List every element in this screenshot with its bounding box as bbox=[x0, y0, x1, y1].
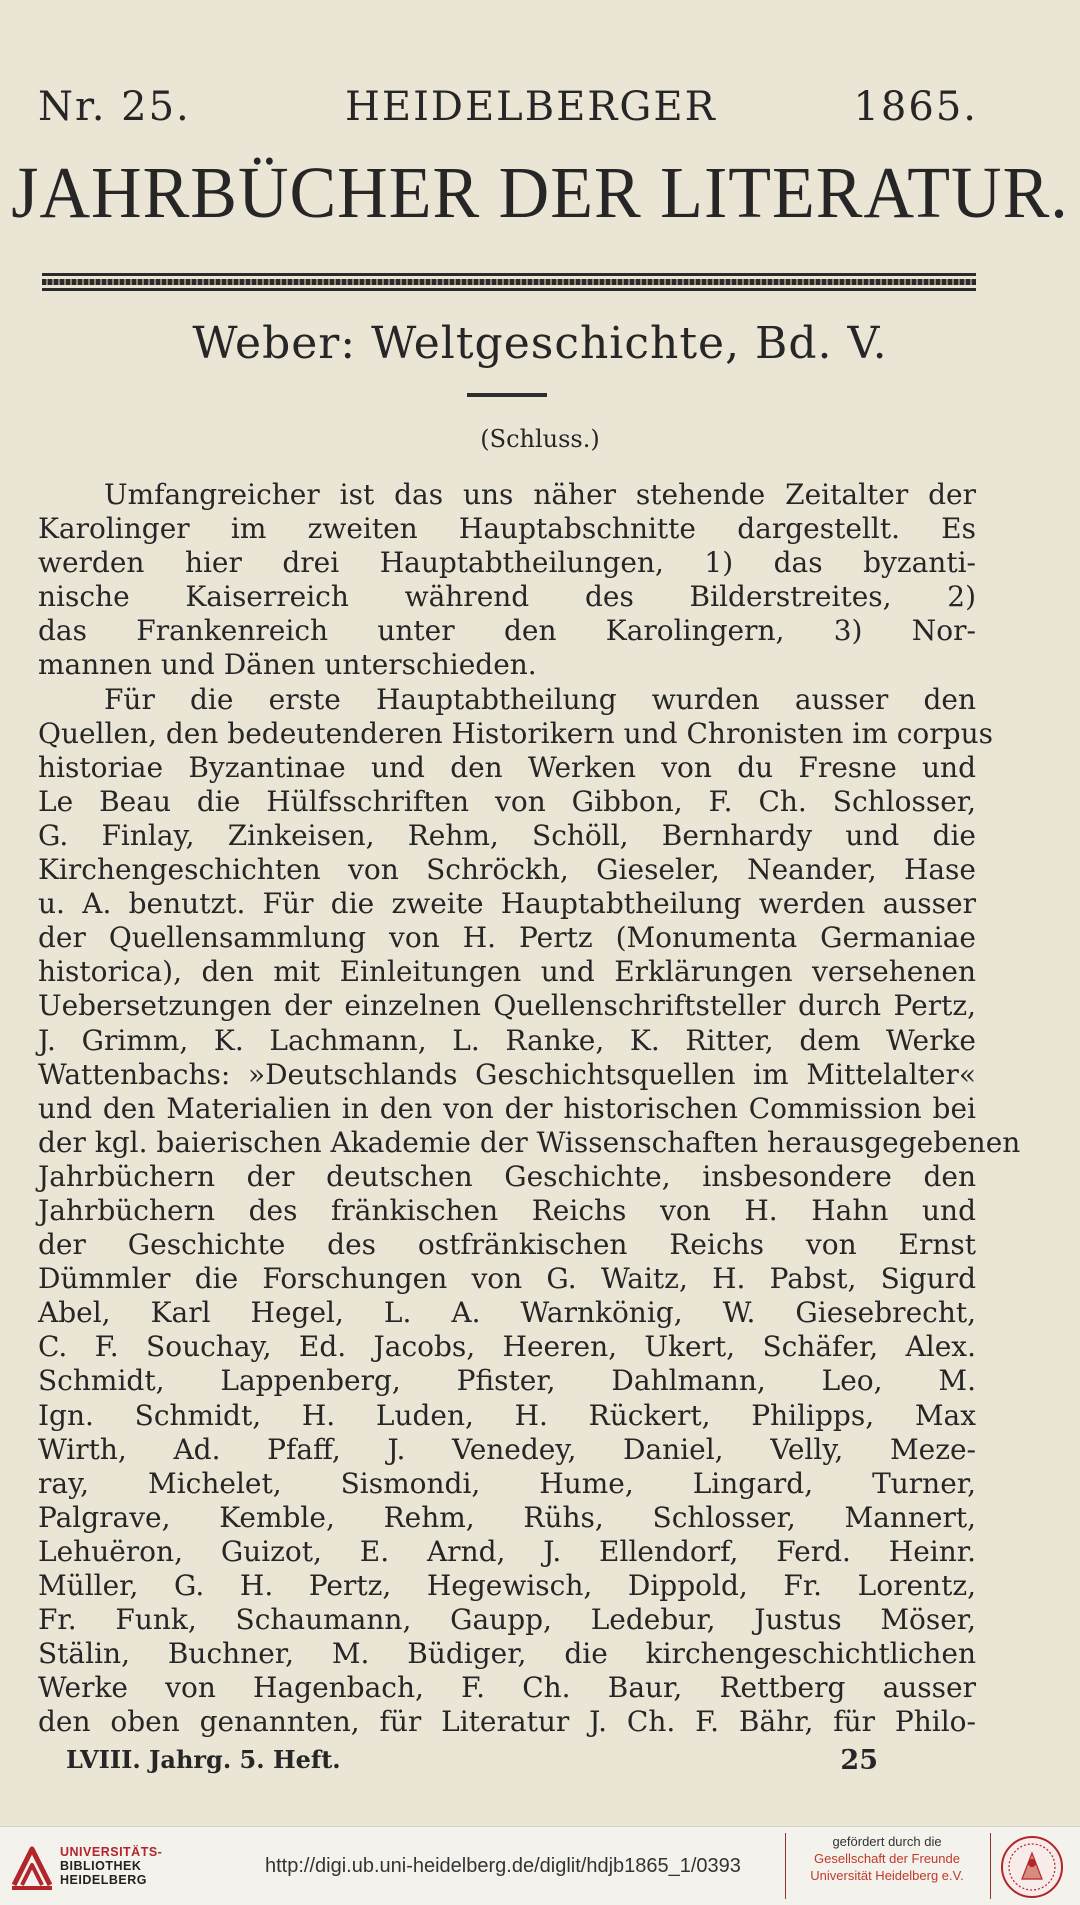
permalink[interactable]: http://digi.ub.uni-heidelberg.de/diglit/hdjb1865_1/0393 bbox=[265, 1855, 741, 1877]
text-line: mannen und Dänen unterschieden. bbox=[38, 648, 537, 682]
header-rule-bottom bbox=[42, 288, 976, 291]
title-divider bbox=[467, 393, 547, 397]
text-line: Werke von Hagenbach, F. Ch. Baur, Rettberg ausser bbox=[38, 1671, 976, 1705]
university-seal-icon bbox=[1000, 1835, 1064, 1899]
library-logo-icon bbox=[8, 1841, 56, 1893]
header-rule-ornament bbox=[42, 279, 976, 285]
text-line: der kgl. baierischen Akademie der Wissenschaften herausgegebenen bbox=[38, 1125, 1021, 1159]
divider bbox=[990, 1833, 991, 1899]
page-number: 25 bbox=[840, 1745, 878, 1776]
text-line: Le Beau die Hülfsschriften von Gibbon, F. Ch. Schlosser, bbox=[38, 784, 976, 818]
article-title: Weber: Weltgeschichte, Bd. V. bbox=[192, 318, 888, 369]
text-line: der Quellensammlung von H. Pertz (Monumenta Germaniae bbox=[38, 921, 976, 955]
text-line: Müller, G. H. Pertz, Hegewisch, Dippold, Fr. Lorentz, bbox=[38, 1569, 976, 1602]
text-line: das Frankenreich unter den Karolingern, 3) Nor- bbox=[38, 614, 976, 648]
page-footer bbox=[38, 1745, 878, 1779]
library-name-line: HEIDELBERG bbox=[60, 1873, 147, 1887]
header-rule-top bbox=[42, 273, 976, 276]
text-line: der Geschichte des ostfränkischen Reichs von Ernst bbox=[38, 1228, 976, 1262]
text-line: historica), den mit Einleitungen und Erklärungen versehenen bbox=[38, 955, 976, 989]
library-name-line: UNIVERSITÄTS- bbox=[60, 1845, 163, 1859]
text-line: Für die erste Hauptabtheilung wurden ausser den bbox=[104, 682, 976, 716]
text-line: Uebersetzungen der einzelnen Quellenschriftsteller durch Pertz, bbox=[38, 989, 976, 1023]
text-line: Jahrbüchern des fränkischen Reichs von H. Hahn und bbox=[38, 1193, 976, 1227]
text-line: Stälin, Buchner, M. Büdiger, die kirchengeschichtlichen bbox=[38, 1637, 976, 1671]
article-body bbox=[38, 478, 1021, 1739]
city-title: HEIDELBERGER bbox=[345, 84, 717, 130]
text-line: Fr. Funk, Schaumann, Gaupp, Ledebur, Justus Möser, bbox=[38, 1603, 976, 1637]
text-line: Quellen, den bedeutenderen Historikern und Chronisten im corpus bbox=[38, 716, 993, 750]
journal-title: JAHRBÜCHER DER LITERATUR. bbox=[11, 153, 1069, 234]
text-line: Karolinger im zweiten Hauptabschnitte dargestellt. Es bbox=[38, 512, 976, 546]
sponsor-lead: gefördert durch die bbox=[832, 1834, 942, 1849]
signature-mark: LVIII. Jahrg. 5. Heft. bbox=[66, 1745, 341, 1774]
text-line: Wattenbachs: »Deutschlands Geschichtsquellen im Mittelalter« bbox=[38, 1057, 976, 1091]
issue-number: Nr. 25. bbox=[38, 84, 191, 130]
text-line: nische Kaiserreich während des Bilderstreites, 2) bbox=[38, 580, 976, 614]
sponsor-note bbox=[792, 1833, 982, 1884]
text-line: den oben genannten, für Literatur J. Ch. F. Bähr, für Philo- bbox=[38, 1705, 976, 1739]
text-line: Wirth, Ad. Pfaff, J. Venedey, Daniel, Velly, Meze- bbox=[38, 1432, 976, 1466]
text-line: Kirchengeschichten von Schröckh, Gieseler, Neander, Hase bbox=[38, 853, 976, 887]
divider bbox=[785, 1833, 786, 1899]
text-line: J. Grimm, K. Lachmann, L. Ranke, K. Ritter, dem Werke bbox=[38, 1023, 976, 1057]
article-subtitle: (Schluss.) bbox=[480, 425, 600, 453]
text-line: Palgrave, Kemble, Rehm, Rühs, Schlosser, Mannert, bbox=[38, 1500, 976, 1534]
text-line: historiae Byzantinae und den Werken von du Fresne und bbox=[38, 750, 976, 784]
text-line: ray, Michelet, Sismondi, Hume, Lingard, Turner, bbox=[38, 1466, 976, 1500]
library-name bbox=[60, 1845, 162, 1887]
running-header bbox=[38, 84, 978, 132]
year: 1865. bbox=[853, 84, 978, 130]
text-line: werden hier drei Hauptabtheilungen, 1) das byzanti- bbox=[38, 546, 976, 580]
text-line: Ign. Schmidt, H. Luden, H. Rückert, Philipps, Max bbox=[38, 1398, 976, 1432]
text-line: Umfangreicher ist das uns näher stehende Zeitalter der bbox=[104, 478, 976, 511]
text-line: Schmidt, Lappenberg, Pfister, Dahlmann, Leo, M. bbox=[38, 1364, 976, 1398]
text-line: C. F. Souchay, Ed. Jacobs, Heeren, Ukert, Schäfer, Alex. bbox=[38, 1330, 976, 1364]
sponsor-org: Universität Heidelberg e.V. bbox=[810, 1868, 964, 1883]
text-line: G. Finlay, Zinkeisen, Rehm, Schöll, Bernhardy und die bbox=[38, 818, 976, 852]
text-line: Abel, Karl Hegel, L. A. Warnkönig, W. Giesebrecht, bbox=[38, 1296, 976, 1330]
digitization-bar bbox=[0, 1826, 1080, 1905]
text-line: Lehuëron, Guizot, E. Arnd, J. Ellendorf, Ferd. Heinr. bbox=[38, 1534, 976, 1568]
text-line: Dümmler die Forschungen von G. Waitz, H. Pabst, Sigurd bbox=[38, 1262, 976, 1296]
text-line: und den Materialien in den von der historischen Commission bei bbox=[38, 1091, 976, 1125]
sponsor-org: Gesellschaft der Freunde bbox=[814, 1851, 960, 1866]
library-name-line: BIBLIOTHEK bbox=[60, 1859, 142, 1873]
text-line: u. A. benutzt. Für die zweite Hauptabtheilung werden ausser bbox=[38, 887, 976, 921]
text-line: Jahrbüchern der deutschen Geschichte, insbesondere den bbox=[38, 1159, 976, 1193]
